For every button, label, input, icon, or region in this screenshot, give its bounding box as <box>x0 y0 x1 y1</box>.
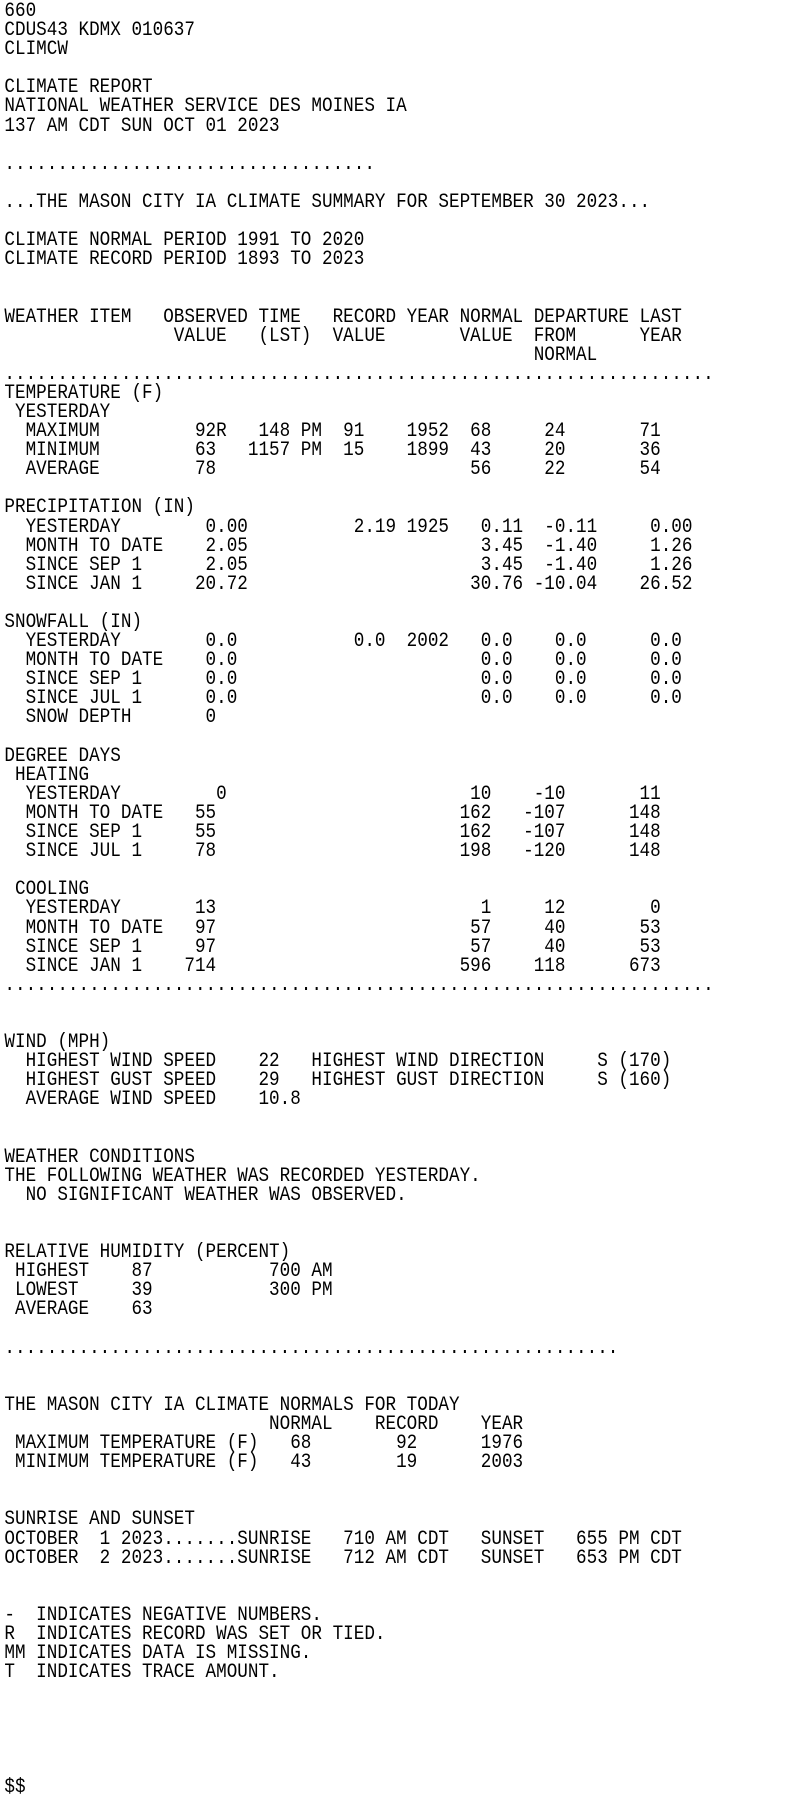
report-line: NO SIGNIFICANT WEATHER WAS OBSERVED. <box>4 1183 407 1207</box>
report-line: R INDICATES RECORD WAS SET OR TIED. <box>4 1622 386 1646</box>
report-line: MAXIMUM TEMPERATURE (F) 68 92 1976 <box>4 1432 524 1456</box>
report-line: ...THE MASON CITY IA CLIMATE SUMMARY FOR SEPTEMBER 30 2023... <box>4 190 651 214</box>
report-line: WEATHER CONDITIONS <box>4 1145 195 1169</box>
report-line <box>4 1701 714 1720</box>
report-line <box>4 1319 714 1338</box>
report-line: CLIMATE RECORD PERIOD 1893 TO 2023 <box>4 248 365 272</box>
report-line: ................................................................... <box>4 973 714 997</box>
report-line: OCTOBER 1 2023.......SUNRISE 710 AM CDT SUNSET 655 PM CDT <box>4 1527 682 1551</box>
report-line <box>4 1720 714 1739</box>
report-line: SINCE SEP 1 55 162 -107 148 <box>4 821 661 845</box>
report-line: RELATIVE HUMIDITY (PERCENT) <box>4 1241 291 1265</box>
report-line: THE MASON CITY IA CLIMATE NORMALS FOR TODAY <box>4 1393 460 1417</box>
report-line: SINCE JUL 1 0.0 0.0 0.0 0.0 <box>4 687 682 711</box>
report-line: LOWEST 39 300 PM <box>4 1279 333 1303</box>
report-line <box>4 1740 714 1759</box>
report-line: THE FOLLOWING WEATHER WAS RECORDED YESTERDAY. <box>4 1164 481 1188</box>
report-line: NATIONAL WEATHER SERVICE DES MOINES IA <box>4 95 407 119</box>
report-line: OCTOBER 2 2023.......SUNRISE 712 AM CDT SUNSET 653 PM CDT <box>4 1546 682 1570</box>
report-line: MAXIMUM 92R 148 PM 91 1952 68 24 71 <box>4 420 661 444</box>
report-line: NORMAL <box>4 343 598 367</box>
report-line: YESTERDAY 0 10 -10 11 <box>4 782 661 806</box>
report-line: T INDICATES TRACE AMOUNT. <box>4 1661 280 1685</box>
report-line: COOLING <box>4 878 90 902</box>
report-line <box>4 861 714 880</box>
report-line <box>4 1759 714 1778</box>
report-line: CLIMATE REPORT <box>4 76 153 100</box>
report-line: SINCE SEP 1 0.0 0.0 0.0 0.0 <box>4 668 682 692</box>
report-line: $$ <box>4 1775 26 1799</box>
report-line <box>4 995 714 1014</box>
report-line: CLIMATE NORMAL PERIOD 1991 TO 2020 <box>4 229 365 253</box>
report-line: YESTERDAY 13 1 12 0 <box>4 897 661 921</box>
report-line: .......................................................... <box>4 1336 619 1360</box>
report-line: ................................... <box>4 152 375 176</box>
report-line: SINCE SEP 1 97 57 40 53 <box>4 935 661 959</box>
report-line: SINCE JUL 1 78 198 -120 148 <box>4 840 661 864</box>
report-line: SINCE SEP 1 2.05 3.45 -1.40 1.26 <box>4 553 693 577</box>
report-line: HIGHEST WIND SPEED 22 HIGHEST WIND DIRECTION S (170) <box>4 1050 672 1074</box>
report-line: MONTH TO DATE 2.05 3.45 -1.40 1.26 <box>4 534 693 558</box>
report-line: CDUS43 KDMX 010637 <box>4 19 195 43</box>
report-line: AVERAGE 78 56 22 54 <box>4 458 661 482</box>
report-line: WEATHER ITEM OBSERVED TIME RECORD YEAR NORMAL DEPARTURE LAST <box>4 305 682 329</box>
report-line: SINCE JAN 1 20.72 30.76 -10.04 26.52 <box>4 572 693 596</box>
report-line: YESTERDAY 0.0 0.0 2002 0.0 0.0 0.0 <box>4 630 682 654</box>
report-line: MINIMUM 63 1157 PM 15 1899 43 20 36 <box>4 439 661 463</box>
report-line: MM INDICATES DATA IS MISSING. <box>4 1642 312 1666</box>
report-line <box>4 1587 714 1606</box>
report-line <box>4 1014 714 1033</box>
report-line <box>4 1377 714 1396</box>
report-line <box>4 1358 714 1377</box>
report-line: ................................................................... <box>4 362 714 386</box>
report-line: MONTH TO DATE 55 162 -107 148 <box>4 801 661 825</box>
report-line: HIGHEST GUST SPEED 29 HIGHEST GUST DIRECTION S (160) <box>4 1069 672 1093</box>
report-line: 660 <box>4 0 37 23</box>
report-line <box>4 136 714 155</box>
report-line <box>4 1568 714 1587</box>
report-line: HEATING <box>4 763 90 787</box>
report-line <box>4 728 714 747</box>
report-line <box>4 1472 714 1491</box>
report-line: MONTH TO DATE 97 57 40 53 <box>4 916 661 940</box>
report-line <box>4 1205 714 1224</box>
report-line <box>4 288 714 307</box>
report-line: WIND (MPH) <box>4 1031 111 1055</box>
report-line: AVERAGE 63 <box>4 1298 153 1322</box>
report-line: PRECIPITATION (IN) <box>4 496 195 520</box>
report-line: NORMAL RECORD YEAR <box>4 1412 524 1436</box>
report-line: MONTH TO DATE 0.0 0.0 0.0 0.0 <box>4 649 682 673</box>
report-line: VALUE (LST) VALUE VALUE FROM YEAR <box>4 324 682 348</box>
report-line: CLIMCW <box>4 38 68 62</box>
report-line: AVERAGE WIND SPEED 10.8 <box>4 1088 301 1112</box>
report-line: SNOW DEPTH 0 <box>4 706 217 730</box>
report-line: SINCE JAN 1 714 596 118 673 <box>4 954 661 978</box>
report-line: MINIMUM TEMPERATURE (F) 43 19 2003 <box>4 1451 524 1475</box>
report-line: 137 AM CDT SUN OCT 01 2023 <box>4 114 280 138</box>
report-line <box>4 1109 714 1128</box>
report-line <box>4 269 714 288</box>
report-line <box>4 1682 714 1701</box>
report-line <box>4 1129 714 1148</box>
report-line: TEMPERATURE (F) <box>4 381 164 405</box>
report-line: HIGHEST 87 700 AM <box>4 1260 333 1284</box>
report-line: - INDICATES NEGATIVE NUMBERS. <box>4 1603 322 1627</box>
report-line: YESTERDAY 0.00 2.19 1925 0.11 -0.11 0.00 <box>4 515 693 539</box>
report-line: DEGREE DAYS <box>4 744 121 768</box>
report-line: SNOWFALL (IN) <box>4 611 143 634</box>
report-line: SUNRISE AND SUNSET <box>4 1508 195 1532</box>
report-line: YESTERDAY <box>4 400 111 424</box>
